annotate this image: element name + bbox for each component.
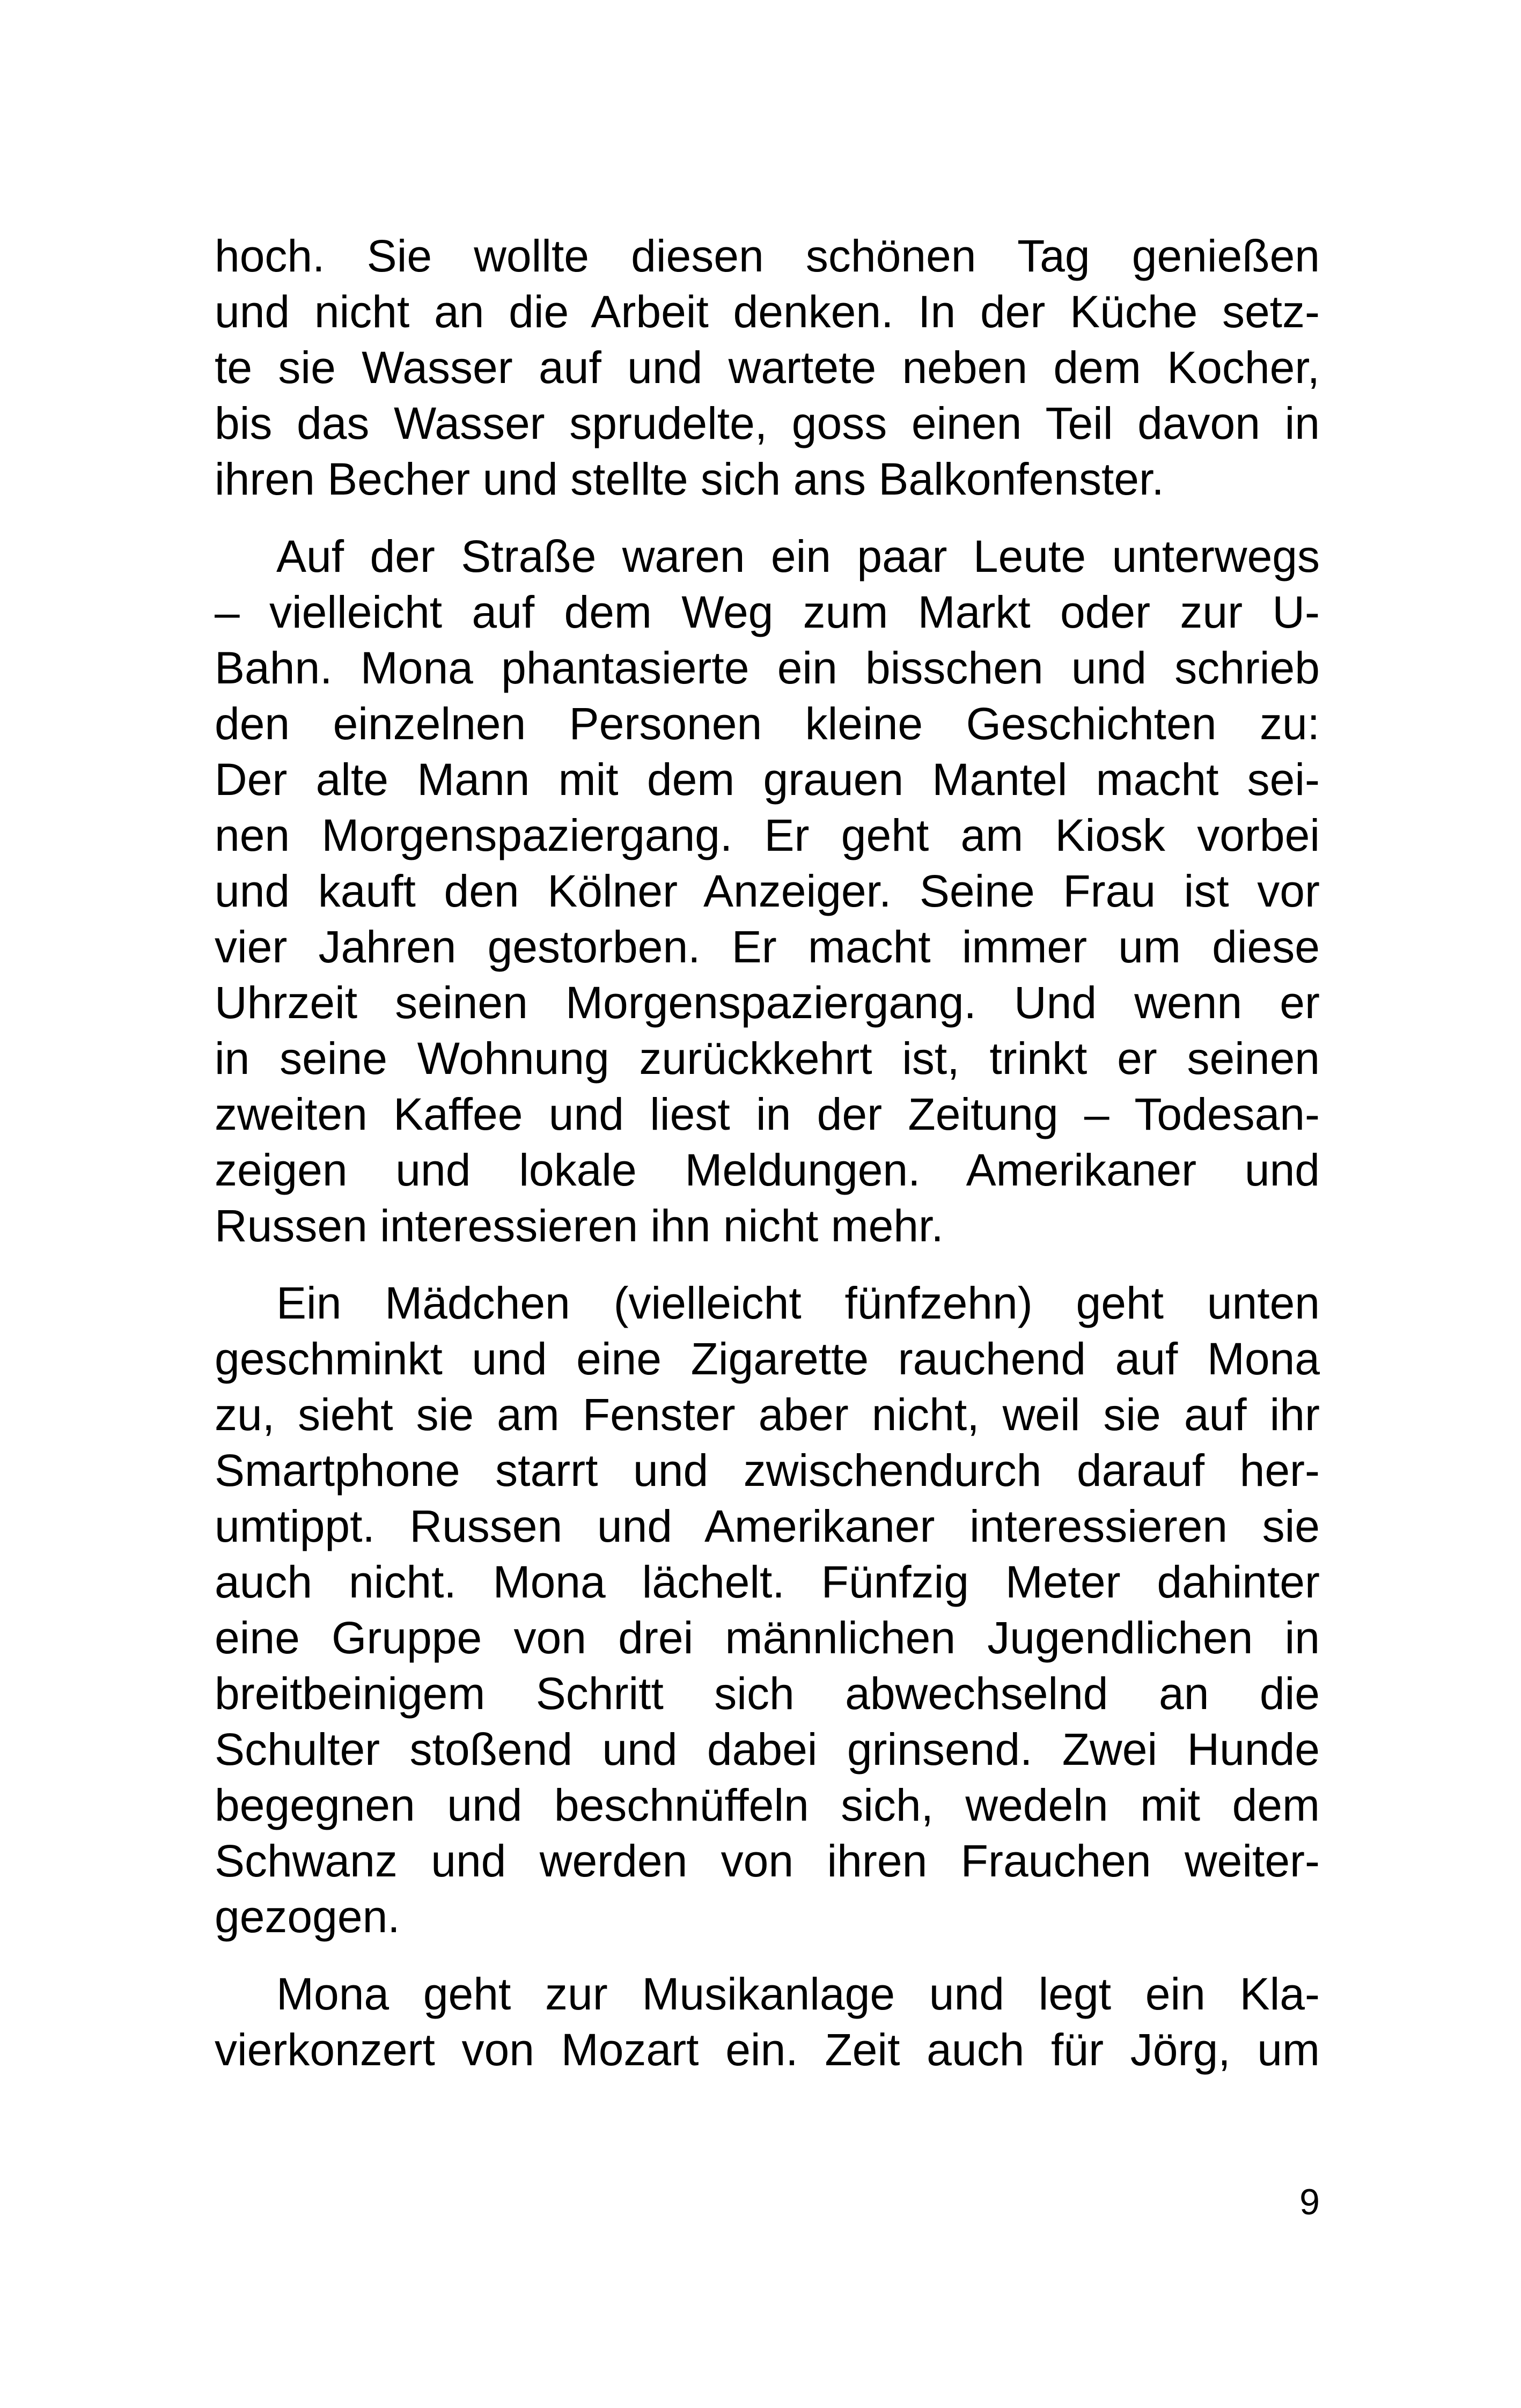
text-line: Der alte Mann mit dem grauen Mantel macht sei-	[215, 754, 1320, 805]
paragraph	[215, 528, 1320, 1254]
text-line: hoch. Sie wollte diesen schönen Tag genießen	[215, 231, 1320, 281]
text-line: und kauft den Kölner Anzeiger. Seine Frau ist vor	[215, 866, 1320, 916]
text-line: auch nicht. Mona lächelt. Fünfzig Meter dahinter	[215, 1557, 1320, 1607]
text-line: Ein Mädchen (vielleicht fünfzehn) geht unten	[276, 1278, 1320, 1328]
text-line: vier Jahren gestorben. Er macht immer um diese	[215, 922, 1320, 972]
text-line: gezogen.	[215, 1891, 400, 1942]
text-line: den einzelnen Personen kleine Geschichten zu:	[215, 698, 1320, 749]
text-line: vierkonzert von Mozart ein. Zeit auch für Jörg, um	[215, 2024, 1320, 2075]
page-number: 9	[1299, 2182, 1320, 2222]
text-line: te sie Wasser auf und wartete neben dem Kocher,	[215, 342, 1320, 393]
text-line: Uhrzeit seinen Morgenspaziergang. Und wenn er	[215, 977, 1320, 1028]
paragraph	[215, 1966, 1320, 2078]
text-line: breitbeinigem Schritt sich abwechselnd an die	[215, 1668, 1320, 1719]
paragraph	[215, 228, 1320, 507]
text-line: Schwanz und werden von ihren Frauchen weiter-	[215, 1836, 1320, 1886]
text-line: Mona geht zur Musikanlage und legt ein Kla-	[276, 1969, 1320, 2019]
text-line: geschminkt und eine Zigarette rauchend auf Mona	[215, 1334, 1320, 1384]
text-line: – vielleicht auf dem Weg zum Markt oder zur U-	[215, 587, 1320, 637]
text-line: Schulter stoßend und dabei grinsend. Zwei Hunde	[215, 1724, 1320, 1774]
text-line: eine Gruppe von drei männlichen Jugendlichen in	[215, 1612, 1320, 1663]
text-line: zu, sieht sie am Fenster aber nicht, weil sie auf ihr	[215, 1389, 1320, 1440]
text-line: umtippt. Russen und Amerikaner interessieren sie	[215, 1501, 1320, 1551]
text-line: zweiten Kaffee und liest in der Zeitung – Todesan-	[215, 1089, 1320, 1139]
text-line: bis das Wasser sprudelte, goss einen Teil davon in	[215, 398, 1320, 448]
text-line: Auf der Straße waren ein paar Leute unterwegs	[276, 531, 1320, 581]
text-line: und nicht an die Arbeit denken. In der Küche setz-	[215, 286, 1320, 337]
text-line: zeigen und lokale Meldungen. Amerikaner und	[215, 1145, 1320, 1195]
text-line: Russen interessieren ihn nicht mehr.	[215, 1201, 944, 1251]
text-line: Bahn. Mona phantasierte ein bisschen und schrieb	[215, 643, 1320, 693]
text-line: ihren Becher und stellte sich ans Balkonfenster.	[215, 454, 1164, 504]
text-line: in seine Wohnung zurückkehrt ist, trinkt er seinen	[215, 1033, 1320, 1084]
paragraph	[215, 1275, 1320, 1945]
text-line: begegnen und beschnüffeln sich, wedeln mit dem	[215, 1780, 1320, 1830]
text-line: nen Morgenspaziergang. Er geht am Kiosk vorbei	[215, 810, 1320, 860]
body-text	[215, 228, 1320, 2078]
text-line: Smartphone starrt und zwischendurch darauf her-	[215, 1445, 1320, 1496]
